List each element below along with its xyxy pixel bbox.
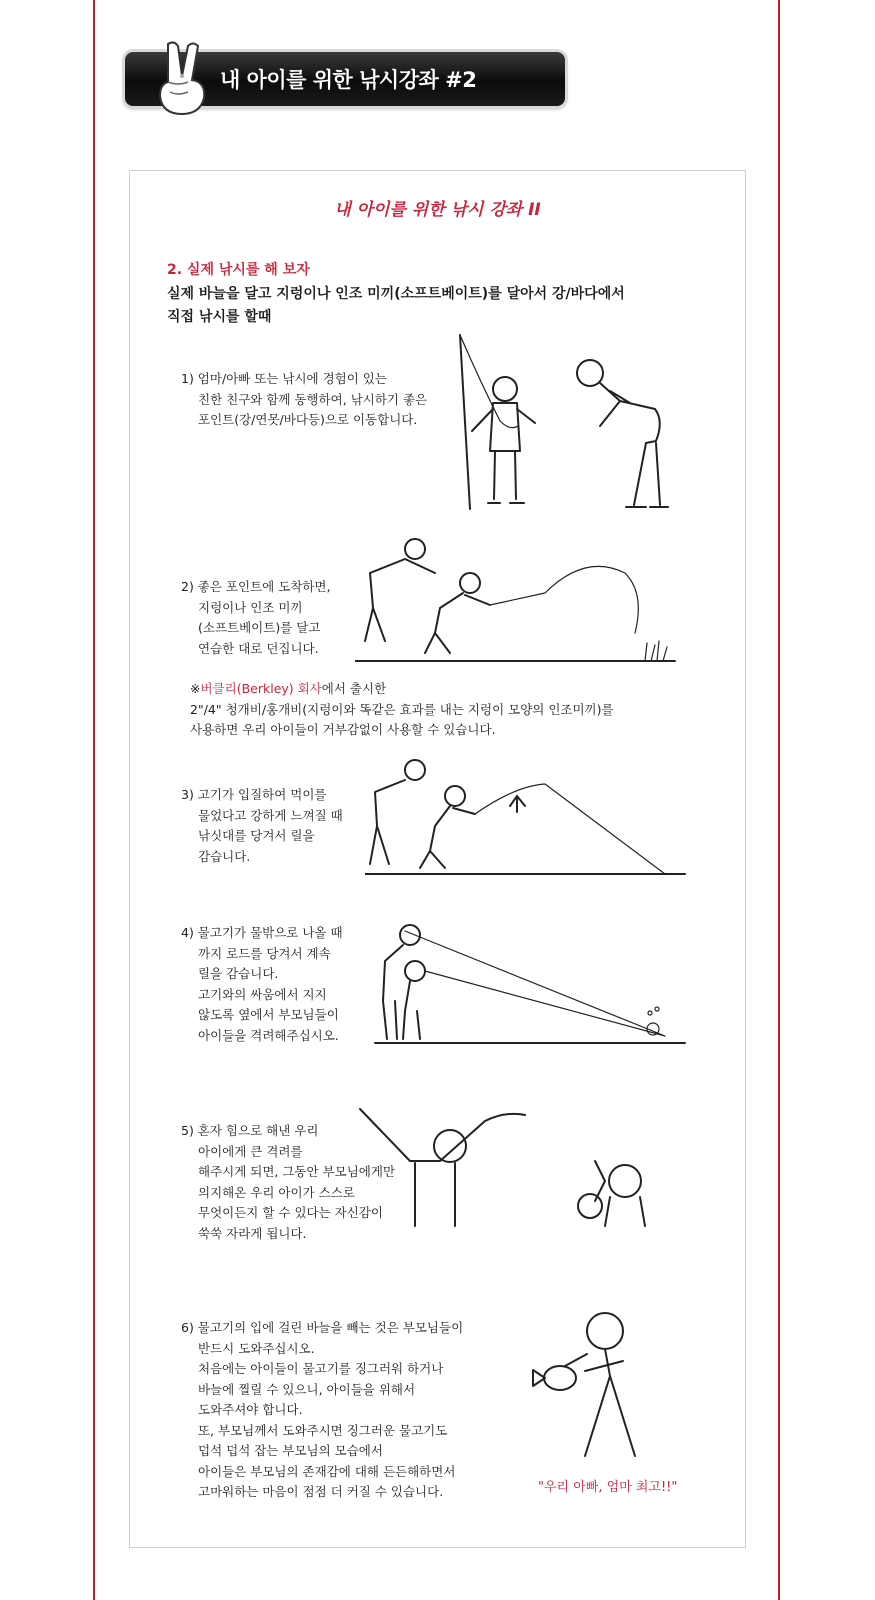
step-line: 처음에는 아이들이 물고기를 징그러워 하거나 — [198, 1361, 444, 1376]
step-2-text — [181, 577, 330, 659]
step-4-text — [181, 923, 343, 1046]
step-line: 2) 좋은 포인트에 도착하면, — [181, 579, 331, 594]
left-border-line — [93, 0, 95, 1600]
step-line: 까지 로드를 당겨서 계속 — [198, 945, 331, 961]
step-line: 5) 혼자 힘으로 해낸 우리 — [181, 1123, 319, 1138]
content-panel — [129, 170, 746, 1548]
step-line: 쑥쑥 자라게 됩니다. — [198, 1225, 307, 1241]
section-heading: 2. 실제 낚시를 해 보자 — [167, 262, 310, 278]
step-line: 낚싯대를 당겨서 릴을 — [198, 828, 315, 843]
step-line: 반드시 도와주십시오. — [198, 1340, 315, 1356]
step-line: 덥석 덥석 잡는 부모님의 모습에서 — [198, 1443, 383, 1458]
note-line — [190, 679, 614, 700]
step-line: 바늘에 찔릴 수 있으니, 아이들을 위해서 — [198, 1381, 416, 1397]
berkley-note — [190, 679, 614, 741]
step-line: 1) 엄마/아빠 또는 낚시에 경험이 있는 — [181, 371, 387, 386]
step-line: 친한 친구와 함께 동행하여, 낚시하기 좋은 — [198, 391, 428, 407]
step-line: 아이에게 큰 격려를 — [198, 1143, 303, 1159]
section-description — [167, 283, 707, 329]
step-line: 감습니다. — [198, 848, 251, 864]
removing-hook-illustration — [525, 1306, 665, 1471]
note-brand: 버클리(Berkley) 회사 — [200, 681, 322, 696]
step-line: 고마워하는 마음이 점점 더 커질 수 있습니다. — [198, 1484, 444, 1499]
step-line: 물었다고 강하게 느껴질 때 — [198, 807, 343, 823]
note-line: 사용하면 우리 아이들이 거부감없이 사용할 수 있습니다. — [190, 722, 496, 737]
hooking-fish-illustration — [365, 756, 695, 886]
right-border-line — [778, 0, 780, 1600]
step-line: 해주시게 되면, 그동안 부모님에게만 — [198, 1164, 396, 1179]
section-description-line: 실제 바늘을 달고 지렁이나 인조 미끼(소프트베이트)를 달아서 강/바다에서 — [167, 286, 625, 302]
step-line: 고기와의 싸움에서 지지 — [198, 986, 327, 1002]
step-1-text — [181, 369, 427, 431]
step-line: 릴을 감습니다. — [198, 966, 279, 981]
step-line: 무엇이든지 할 수 있다는 자신감이 — [198, 1205, 383, 1220]
caption: "우리 아빠, 엄마 최고!!" — [538, 1480, 678, 1495]
note-mark: ※ — [190, 681, 201, 696]
note-text: 에서 출시한 — [321, 681, 387, 696]
step-line: 도와주셔야 합니다. — [198, 1402, 303, 1417]
step-line: 6) 물고기의 입에 걸린 바늘을 빼는 것은 부모님들이 — [181, 1320, 464, 1335]
note-line: 2"/4" 청개비/홍개비(지렁이와 똑같은 효과를 내는 지렁이 모양의 인조미끼)를 — [190, 701, 614, 717]
step-line: 아이들을 격려해주십시오. — [198, 1027, 339, 1043]
step-line: 지렁이나 인조 미끼 — [198, 599, 303, 615]
casting-illustration — [355, 533, 685, 673]
step-6-text — [181, 1318, 463, 1503]
celebration-illustration — [355, 1101, 685, 1231]
reeling-in-illustration — [365, 921, 695, 1056]
document-title: 내 아이를 위한 낚시 강좌 II — [334, 200, 541, 220]
step-line: 연습한 대로 던집니다. — [198, 640, 319, 656]
step-line: (소프트베이트)를 달고 — [198, 620, 321, 635]
section-description-line: 직접 낚시를 할때 — [167, 309, 272, 325]
step-line: 아이들은 부모님의 존재감에 대해 든든해하면서 — [198, 1463, 456, 1479]
parent-and-child-illustration — [450, 331, 690, 521]
step-line: 않도록 옆에서 부모님들이 — [198, 1007, 339, 1022]
victory-hand-icon — [148, 38, 218, 116]
step-3-text — [181, 785, 343, 867]
step-line: 3) 고기가 입질하여 먹이를 — [181, 787, 327, 802]
step-line: 또, 부모님께서 도와주시면 징그러운 물고기도 — [198, 1422, 448, 1438]
step-line: 포인트(강/연못/바다등)으로 이동합니다. — [198, 412, 418, 427]
step-line: 4) 물고기가 물밖으로 나올 때 — [181, 925, 343, 940]
step-line: 의지해온 우리 아이가 스스로 — [198, 1184, 355, 1200]
banner-title: 내 아이를 위한 낚시강좌 #2 — [220, 68, 477, 92]
